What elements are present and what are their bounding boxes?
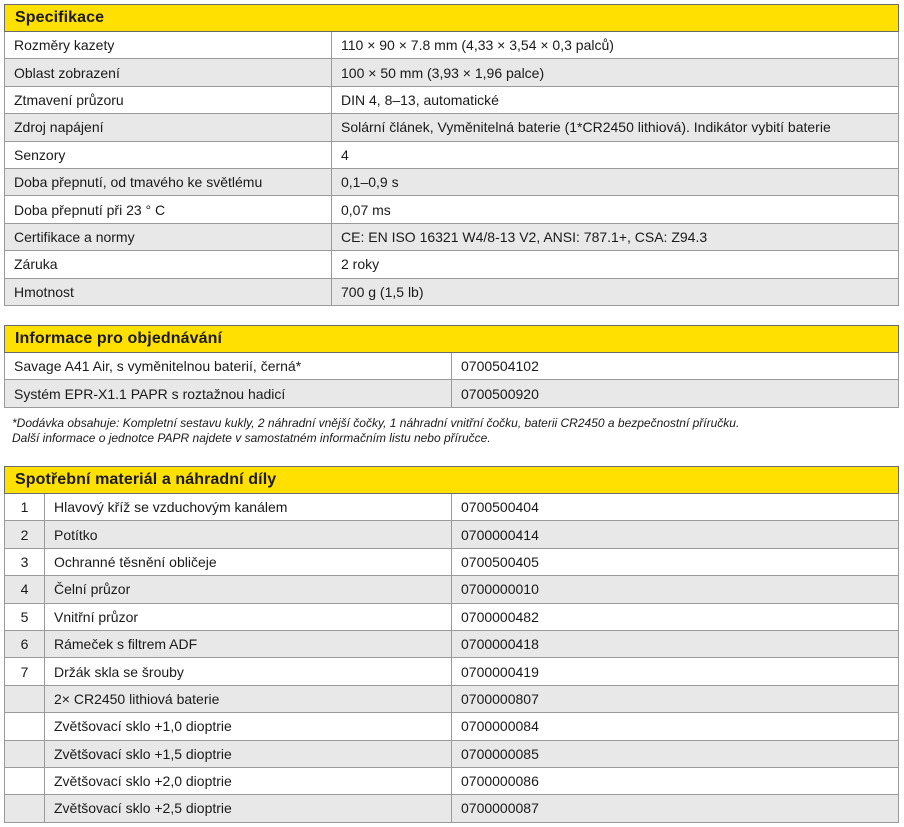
table-row: 2 Potítko 0700000414 xyxy=(5,521,899,548)
table-row: Zdroj napájení Solární článek, Vyměnitelná baterie (1*CR2450 lithiová). Indikátor vybití baterie xyxy=(5,114,899,141)
table-row: Certifikace a normy CE: EN ISO 16321 W4/8-13 V2, ANSI: 787.1+, CSA: Z94.3 xyxy=(5,223,899,250)
specs-section xyxy=(4,4,899,306)
table-row: 3 Ochranné těsnění obličeje 0700500405 xyxy=(5,548,899,575)
table-row: Savage A41 Air, s vyměnitelnou baterií, černá* 0700504102 xyxy=(5,353,899,380)
table-row: Zvětšovací sklo +1,5 dioptrie 0700000085 xyxy=(5,740,899,767)
table-row: 7 Držák skla se šrouby 0700000419 xyxy=(5,658,899,685)
table-row: 4 Čelní průzor 0700000010 xyxy=(5,576,899,603)
table-row: Doba přepnutí při 23 ° C 0,07 ms xyxy=(5,196,899,223)
table-row: Záruka 2 roky xyxy=(5,251,899,278)
table-row: Oblast zobrazení 100 × 50 mm (3,93 × 1,96 palce) xyxy=(5,59,899,86)
table-row: Zvětšovací sklo +2,5 dioptrie 0700000087 xyxy=(5,795,899,822)
table-row: 2× CR2450 lithiová baterie 0700000807 xyxy=(5,685,899,712)
table-row: Zvětšovací sklo +2,0 dioptrie 0700000086 xyxy=(5,767,899,794)
parts-table xyxy=(4,466,899,823)
footnote-line: *Dodávka obsahuje: Kompletní sestavu kukly, 2 náhradní vnější čočky, 1 náhradní vnitřní čočku, baterii CR2450 a bezpečnostní příručku. xyxy=(12,416,740,430)
table-row: Ztmavení průzoru DIN 4, 8–13, automatické xyxy=(5,86,899,113)
specs-title: Specifikace xyxy=(5,5,899,32)
table-row: 1 Hlavový kříž se vzduchovým kanálem 0700500404 xyxy=(5,494,899,521)
parts-section xyxy=(4,466,899,823)
footnote-line: Další informace o jednotce PAPR najdete v samostatném informačním listu nebo příručce. xyxy=(12,431,491,445)
table-row: Doba přepnutí, od tmavého ke světlému 0,1–0,9 s xyxy=(5,168,899,195)
table-row: 5 Vnitřní průzor 0700000482 xyxy=(5,603,899,630)
specs-table xyxy=(4,4,899,306)
ordering-footnote xyxy=(12,416,739,446)
table-row: Systém EPR-X1.1 PAPR s roztažnou hadicí 0700500920 xyxy=(5,380,899,407)
table-row: 6 Rámeček s filtrem ADF 0700000418 xyxy=(5,630,899,657)
ordering-title: Informace pro objednávání xyxy=(5,326,899,353)
table-row: Zvětšovací sklo +1,0 dioptrie 0700000084 xyxy=(5,713,899,740)
parts-title: Spotřební materiál a náhradní díly xyxy=(5,467,899,494)
table-row: Senzory 4 xyxy=(5,141,899,168)
table-row: Rozměry kazety 110 × 90 × 7.8 mm (4,33 × 3,54 × 0,3 palců) xyxy=(5,32,899,59)
ordering-section xyxy=(4,325,899,408)
table-row: Hmotnost 700 g (1,5 lb) xyxy=(5,278,899,305)
ordering-table xyxy=(4,325,899,408)
